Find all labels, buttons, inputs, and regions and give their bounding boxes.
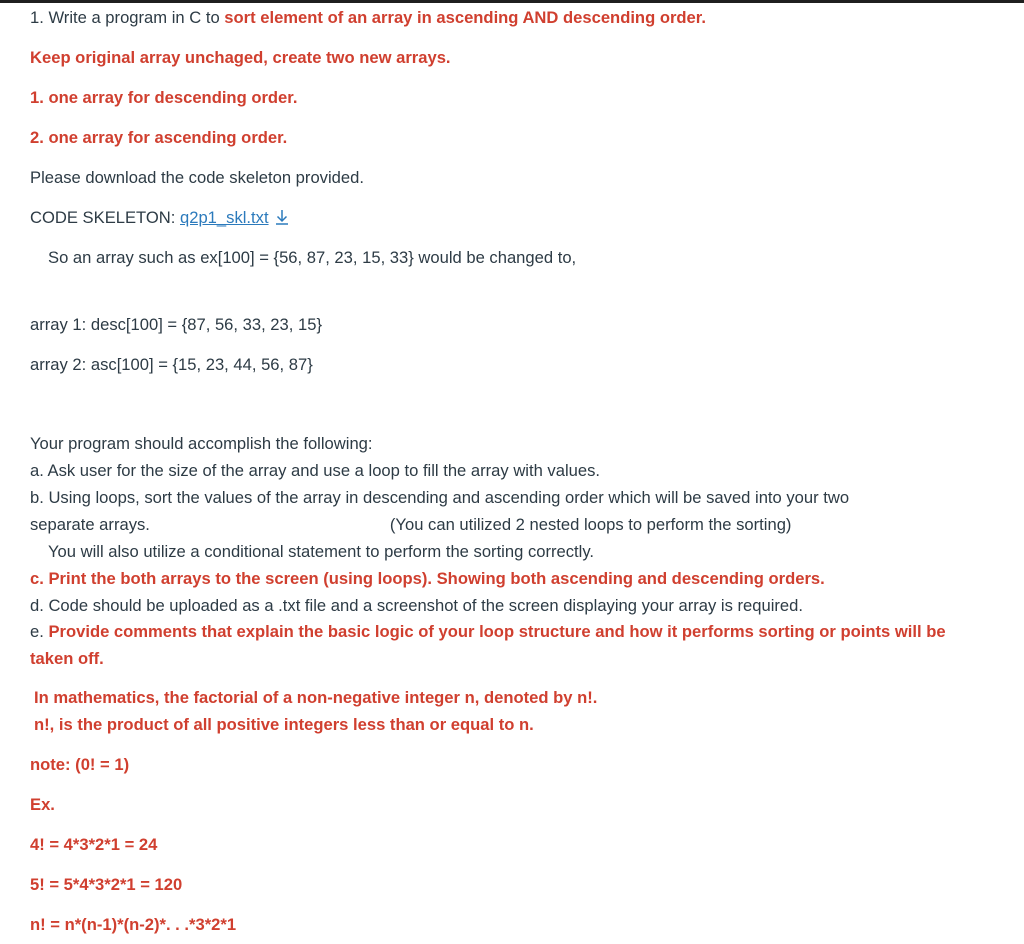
question-highlight: sort element of an array in ascending AND descending order. bbox=[224, 8, 706, 27]
example-array-asc: array 2: asc[100] = {15, 23, 44, 56, 87} bbox=[30, 355, 313, 374]
requirement-b-separate: separate arrays. bbox=[30, 515, 150, 534]
code-skeleton-row bbox=[30, 208, 289, 228]
requirement-c: c. Print the both arrays to the screen (using loops). Showing both ascending and descending orders. bbox=[30, 569, 825, 588]
requirement-d: d. Code should be uploaded as a .txt file and a screenshot of the screen displaying your array is required. bbox=[30, 596, 803, 615]
requirement-a: a. Ask user for the size of the array and use a loop to fill the array with values. bbox=[30, 461, 601, 480]
requirement-e bbox=[30, 622, 946, 642]
download-instruction: Please download the code skeleton provided. bbox=[30, 168, 364, 187]
example-array-desc: array 1: desc[100] = {87, 56, 33, 23, 15} bbox=[30, 315, 322, 334]
keep-original-note: Keep original array unchaged, create two new arrays. bbox=[30, 48, 451, 67]
factorial-definition: In mathematics, the factorial of a non-negative integer n, denoted by n!. bbox=[34, 688, 598, 707]
requirement-b: b. Using loops, sort the values of the array in descending and ascending order which will be saved into your two bbox=[30, 488, 850, 507]
factorial-example-4: 4! = 4*3*2*1 = 24 bbox=[30, 835, 158, 854]
ascending-array-item: 2. one array for ascending order. bbox=[30, 128, 288, 147]
top-border bbox=[0, 0, 1024, 3]
requirement-e-text: Provide comments that explain the basic logic of your loop structure and how it performs sorting or points will be bbox=[48, 622, 946, 641]
question-prefix: 1. Write a program in C to bbox=[30, 8, 225, 27]
requirements-heading: Your program should accomplish the following: bbox=[30, 434, 373, 453]
requirement-b-conditional: You will also utilize a conditional statement to perform the sorting correctly. bbox=[48, 542, 595, 561]
factorial-definition-continued: n!, is the product of all positive integers less than or equal to n. bbox=[34, 715, 534, 734]
factorial-note: note: (0! = 1) bbox=[30, 755, 130, 774]
code-skeleton-link[interactable]: q2p1_skl.txt bbox=[180, 208, 269, 227]
requirement-e-prefix: e. bbox=[30, 622, 49, 641]
question-1 bbox=[30, 8, 706, 28]
factorial-general-formula: n! = n*(n-1)*(n-2)*. . .*3*2*1 bbox=[30, 915, 237, 934]
descending-array-item: 1. one array for descending order. bbox=[30, 88, 298, 107]
code-skeleton-label: CODE SKELETON: bbox=[30, 208, 180, 227]
example-label: Ex. bbox=[30, 795, 55, 814]
factorial-example-5: 5! = 5*4*3*2*1 = 120 bbox=[30, 875, 183, 894]
requirement-b-nested-note: (You can utilized 2 nested loops to perform the sorting) bbox=[389, 515, 792, 534]
requirement-b-continued bbox=[30, 515, 791, 535]
example-sentence: So an array such as ex[100] = {56, 87, 23, 15, 33} would be changed to, bbox=[48, 248, 577, 267]
download-arrow-icon[interactable] bbox=[275, 209, 289, 225]
requirement-e-continued: taken off. bbox=[30, 649, 104, 668]
